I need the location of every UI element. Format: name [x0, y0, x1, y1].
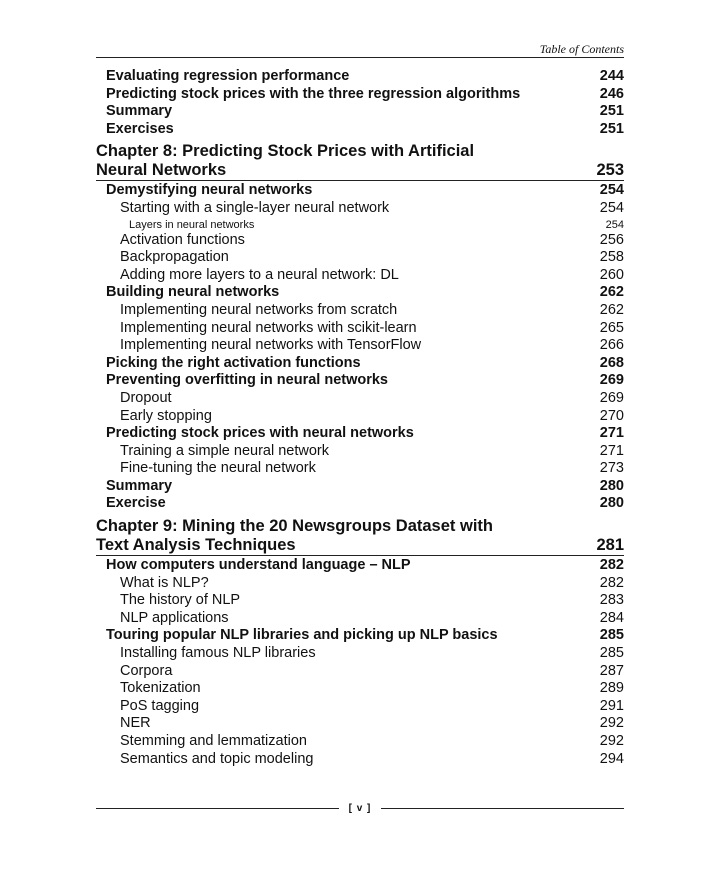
toc-entry-page: 246 [599, 85, 624, 102]
running-header: Table of Contents [539, 42, 624, 56]
toc-entry-title: Implementing neural networks with scikit-learn [120, 319, 417, 336]
toc-entry-page: 271 [599, 425, 624, 442]
toc-entry[interactable] [96, 698, 624, 716]
toc-entry[interactable] [96, 103, 624, 121]
toc-entry-page: 292 [599, 715, 624, 732]
chapter-9-heading[interactable] [96, 517, 624, 556]
toc-entry-title: What is NLP? [120, 574, 209, 591]
toc-entry-title: Starting with a single-layer neural network [120, 199, 390, 216]
toc-entry[interactable] [96, 267, 624, 285]
toc-entry-title: Building neural networks [106, 284, 280, 301]
toc-entry[interactable] [96, 460, 624, 478]
toc-entry-title: Summary [106, 477, 173, 494]
chapter-title-line2: Text Analysis Techniques [96, 536, 296, 555]
toc-entry-title: Touring popular NLP libraries and picking up NLP basics [106, 627, 498, 644]
toc-entry-page: 282 [599, 574, 624, 591]
chapter-title-line2: Neural Networks [96, 161, 227, 180]
toc-entry-page: 244 [599, 68, 624, 84]
toc-entry-page: 251 [599, 103, 624, 120]
toc-entry-title: Exercises [106, 120, 174, 137]
toc-entry-title: Dropout [120, 389, 172, 406]
toc-entry-title: Demystifying neural networks [106, 182, 313, 199]
toc-entry[interactable] [96, 372, 624, 390]
toc-entry-page: 287 [599, 662, 624, 679]
toc-entry[interactable] [96, 249, 624, 267]
toc-entry-page: 266 [599, 337, 624, 354]
toc-entry-title: Fine-tuning the neural network [120, 460, 316, 477]
toc-entry-title: Activation functions [120, 231, 245, 248]
toc-entry-title: Summary [106, 103, 173, 120]
footer-rule-right [381, 808, 624, 809]
chapter-title-line1: Chapter 9: Mining the 20 Newsgroups Dataset with [96, 517, 493, 536]
toc-entry-page: 251 [599, 120, 624, 137]
toc-entry-title: How computers understand language – NLP [106, 557, 411, 574]
toc-entry-title: Backpropagation [120, 249, 229, 266]
toc-entry-title: PoS tagging [120, 697, 200, 714]
toc-entry[interactable] [96, 232, 624, 250]
toc-entry[interactable] [96, 337, 624, 355]
toc-entry[interactable] [96, 182, 624, 200]
toc-entry-title: Tokenization [120, 680, 201, 697]
toc-entry-page: 256 [599, 231, 624, 248]
toc-entry-page: 269 [599, 389, 624, 406]
chapter-8-heading[interactable] [96, 142, 624, 181]
toc-entry[interactable] [96, 751, 624, 769]
toc-entry[interactable] [96, 680, 624, 698]
toc-entry[interactable] [96, 408, 624, 426]
toc-entry[interactable] [96, 390, 624, 408]
toc-entry[interactable] [96, 218, 624, 232]
toc-entry-page: 282 [599, 557, 624, 574]
toc-entry-page: 289 [599, 680, 624, 697]
toc-entry-title: Picking the right activation functions [106, 354, 361, 371]
toc-entry[interactable] [96, 575, 624, 593]
toc-entry[interactable] [96, 320, 624, 338]
toc-entry-title: Implementing neural networks from scratch [120, 301, 398, 318]
page-number: [ v ] [348, 803, 372, 814]
toc-entry-page: 285 [599, 627, 624, 644]
toc-entry-page: 273 [599, 460, 624, 477]
toc-entry-title: Exercise [106, 495, 166, 512]
toc-entry-title: NER [120, 715, 151, 732]
toc-entry-title: Semantics and topic modeling [120, 750, 314, 767]
toc-entry[interactable] [96, 610, 624, 628]
toc-entry[interactable] [96, 284, 624, 302]
toc-entry[interactable] [96, 557, 624, 575]
toc-entry[interactable] [96, 86, 624, 104]
toc-entry-title: Installing famous NLP libraries [120, 645, 316, 662]
toc-entry-title: Adding more layers to a neural network: DL [120, 266, 399, 283]
toc-entry-page: 262 [599, 284, 624, 301]
toc-entry-page: 284 [599, 609, 624, 626]
toc-entry[interactable] [96, 478, 624, 496]
toc-entry[interactable] [96, 355, 624, 373]
toc-entry-title: Corpora [120, 662, 173, 679]
toc-entry-page: 260 [599, 266, 624, 283]
toc-entry-title: Stemming and lemmatization [120, 733, 307, 749]
chapter-page: 253 [596, 161, 624, 180]
toc-entry-title: Early stopping [120, 407, 212, 424]
toc-entry-title: NLP applications [120, 609, 229, 626]
toc-entry-title: Preventing overfitting in neural networks [106, 372, 388, 389]
toc-entry[interactable] [96, 302, 624, 320]
toc-entry[interactable] [96, 68, 624, 86]
toc-entry-page: 254 [599, 182, 624, 199]
toc-entry-title: Layers in neural networks [129, 218, 255, 231]
toc-entry-page: 292 [599, 733, 624, 749]
toc-entry-page: 280 [599, 477, 624, 494]
toc-entry[interactable] [96, 200, 624, 218]
toc-entry-page: 254 [605, 218, 624, 231]
toc-entry-page: 291 [599, 697, 624, 714]
toc-entry-page: 270 [599, 407, 624, 424]
header-rule [96, 57, 624, 58]
toc-entry-page: 268 [599, 354, 624, 371]
toc-entry-page: 254 [599, 199, 624, 216]
toc-entry-title: Training a simple neural network [120, 442, 330, 459]
toc-entry[interactable] [96, 425, 624, 443]
toc-entry[interactable] [96, 443, 624, 461]
toc-entry[interactable] [96, 495, 624, 513]
table-of-contents [96, 68, 624, 768]
toc-entry-title: Predicting stock prices with neural networks [106, 425, 414, 442]
toc-entry-page: 283 [599, 592, 624, 609]
toc-entry-page: 265 [599, 319, 624, 336]
page-footer [96, 803, 624, 814]
toc-entry[interactable] [96, 627, 624, 645]
toc-entry[interactable] [96, 715, 624, 733]
chapter-page: 281 [596, 536, 624, 555]
toc-entry-title: Predicting stock prices with the three regression algorithms [106, 85, 521, 102]
toc-entry[interactable] [96, 592, 624, 610]
toc-entry-title: Implementing neural networks with TensorFlow [120, 337, 422, 354]
toc-entry[interactable] [96, 733, 624, 751]
toc-entry-title: The history of NLP [120, 592, 241, 609]
toc-entry-title: Evaluating regression performance [106, 68, 350, 84]
toc-entry-page: 280 [599, 495, 624, 512]
toc-entry-page: 269 [599, 372, 624, 389]
toc-entry-page: 258 [599, 249, 624, 266]
toc-entry[interactable] [96, 663, 624, 681]
footer-rule-left [96, 808, 339, 809]
toc-entry[interactable] [96, 121, 624, 139]
toc-entry[interactable] [96, 645, 624, 663]
toc-entry-page: 262 [599, 301, 624, 318]
toc-entry-page: 285 [599, 645, 624, 662]
chapter-title-line1: Chapter 8: Predicting Stock Prices with Artificial [96, 142, 475, 161]
toc-entry-page: 271 [599, 442, 624, 459]
toc-entry-page: 294 [599, 750, 624, 767]
